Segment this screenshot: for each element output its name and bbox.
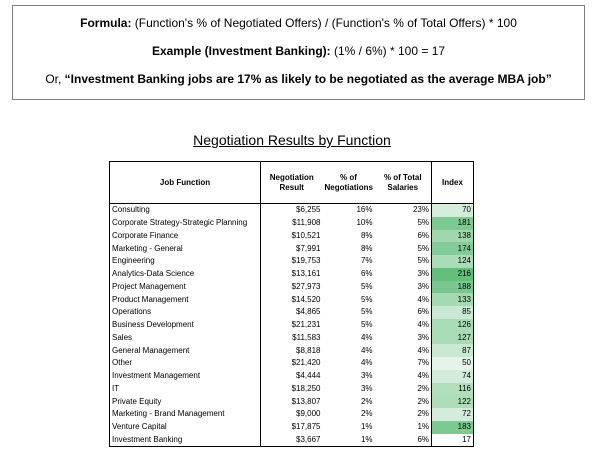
pct-salaries-cell: 6% <box>417 307 429 317</box>
pct-negotiations-cell: 3% <box>360 383 373 393</box>
function-cell: Product Management <box>110 293 261 306</box>
function-cell: Project Management <box>110 281 261 294</box>
pct-salaries-cell: 4% <box>417 345 429 355</box>
table-row <box>110 395 474 408</box>
table-row <box>110 421 474 434</box>
index-cell: 124 <box>432 255 474 268</box>
pct-negotiations-cell: 8% <box>360 243 373 253</box>
pct-negotiations-cell: 7% <box>360 256 373 266</box>
pct-negotiations-cell: 4% <box>360 345 373 355</box>
function-cell: Other <box>110 357 261 370</box>
formula-line <box>13 16 584 30</box>
index-cell: 74 <box>432 370 474 383</box>
example-label: Example (Investment Banking): <box>151 44 331 58</box>
pct-negotiations-cell: 5% <box>360 320 373 330</box>
table-row <box>110 408 474 421</box>
index-cell: 70 <box>432 204 474 217</box>
table-row <box>110 370 474 383</box>
index-cell: 127 <box>432 332 474 345</box>
pct-negotiations-cell: 5% <box>360 281 373 291</box>
pct-salaries-cell: 7% <box>417 358 429 368</box>
index-cell: 17 <box>432 434 474 447</box>
pct-negotiations-cell: 1% <box>360 434 373 444</box>
negotiation-result-cell: $14,520 <box>291 294 321 304</box>
pct-salaries-cell: 3% <box>417 269 429 279</box>
negotiation-result-cell: $6,255 <box>296 205 321 215</box>
index-cell: 174 <box>432 242 474 255</box>
interpretation-prefix: Or, <box>45 72 65 86</box>
table-row <box>110 268 474 281</box>
pct-negotiations-cell: 8% <box>360 230 373 240</box>
pct-negotiations-cell: 4% <box>360 332 373 342</box>
index-cell: 72 <box>432 408 474 421</box>
pct-negotiations-cell: 16% <box>356 205 373 215</box>
pct-negotiations-cell: 1% <box>360 422 373 432</box>
table-row <box>110 319 474 332</box>
pct-negotiations-cell: 6% <box>360 269 373 279</box>
function-cell: Marketing - Brand Management <box>110 408 261 421</box>
negotiation-result-cell: $7,991 <box>296 243 321 253</box>
negotiation-result-cell: $4,444 <box>296 371 321 381</box>
function-cell: Marketing - General <box>110 242 261 255</box>
negotiation-result-cell: $21,420 <box>291 358 321 368</box>
pct-salaries-cell: 5% <box>417 218 429 228</box>
index-cell: 116 <box>432 383 474 396</box>
function-cell: Investment Banking <box>110 434 261 447</box>
negotiation-result-cell: $4,865 <box>296 307 321 317</box>
pct-salaries-cell: 1% <box>417 422 429 432</box>
negotiation-result-cell: $11,908 <box>292 218 321 228</box>
pct-negotiations-cell: 5% <box>360 294 373 304</box>
pct-negotiations-cell: 10% <box>356 218 373 228</box>
function-cell: Venture Capital <box>110 421 261 434</box>
pct-salaries-cell: 6% <box>417 230 429 240</box>
pct-negotiations-cell: 2% <box>360 409 373 419</box>
index-cell: 183 <box>432 421 474 434</box>
function-cell: Business Development <box>110 319 261 332</box>
negotiation-result-cell: $10,521 <box>291 230 321 240</box>
negotiation-result-cell: $27,973 <box>291 281 321 291</box>
formula-label: Formula: <box>80 16 132 30</box>
formula-text: (Function's % of Negotiated Offers) / (Function's % of Total Offers) * 100 <box>131 16 517 30</box>
pct-salaries-cell: 4% <box>417 320 429 330</box>
negotiation-result-cell: $21,231 <box>291 320 321 330</box>
function-cell: Analytics-Data Science <box>110 268 261 281</box>
pct-salaries-cell: 5% <box>417 243 429 253</box>
negotiation-result-cell: $18,250 <box>291 383 321 393</box>
pct-salaries-cell: 4% <box>417 371 429 381</box>
example-text: (1% / 6%) * 100 = 17 <box>330 44 446 58</box>
index-cell: 85 <box>432 306 474 319</box>
pct-salaries-cell: 3% <box>417 281 429 291</box>
pct-negotiations-cell: 3% <box>360 371 373 381</box>
pct-salaries-cell: 5% <box>417 256 429 266</box>
index-cell: 133 <box>432 293 474 306</box>
table-row <box>110 255 474 268</box>
table-row <box>110 230 474 243</box>
function-cell: Investment Management <box>110 370 261 383</box>
table-row <box>110 383 474 396</box>
function-cell: IT <box>110 383 261 396</box>
pct-salaries-cell: 23% <box>412 205 429 215</box>
table-row <box>110 242 474 255</box>
table-row <box>110 344 474 357</box>
interpretation-quote: “Investment Banking jobs are 17% as likely to be negotiated as the average MBA job” <box>64 72 552 86</box>
header-pct-salaries: % of Total Salaries <box>375 162 432 204</box>
table-row <box>110 306 474 319</box>
index-cell: 50 <box>432 357 474 370</box>
header-negotiation-result: Negotiation Result <box>261 162 323 204</box>
pct-negotiations-cell: 4% <box>360 358 373 368</box>
function-cell: General Management <box>110 344 261 357</box>
function-cell: Private Equity <box>110 395 261 408</box>
pct-salaries-cell: 3% <box>417 332 429 342</box>
pct-negotiations-cell: 2% <box>360 396 373 406</box>
negotiation-result-cell: $8,818 <box>296 345 321 355</box>
index-cell: 181 <box>432 217 474 230</box>
table-row <box>110 357 474 370</box>
function-cell: Operations <box>110 306 261 319</box>
table-body <box>110 204 474 447</box>
function-cell: Consulting <box>110 204 261 217</box>
function-cell: Engineering <box>110 255 261 268</box>
pct-salaries-cell: 2% <box>417 383 429 393</box>
pct-salaries-cell: 2% <box>417 396 429 406</box>
formula-box <box>12 5 585 100</box>
negotiation-table <box>109 161 474 447</box>
pct-salaries-cell: 6% <box>417 434 429 444</box>
header-pct-negotiations: % of Negotiations <box>323 162 375 204</box>
index-cell: 126 <box>432 319 474 332</box>
index-cell: 138 <box>432 230 474 243</box>
pct-negotiations-cell: 5% <box>360 307 373 317</box>
table-row <box>110 332 474 345</box>
index-cell: 122 <box>432 395 474 408</box>
negotiation-result-cell: $9,000 <box>296 409 321 419</box>
pct-salaries-cell: 4% <box>417 294 429 304</box>
function-cell: Corporate Strategy-Strategic Planning <box>110 217 261 230</box>
table-title: Negotiation Results by Function <box>193 132 391 148</box>
index-cell: 216 <box>432 268 474 281</box>
table-header-row <box>110 162 474 204</box>
table-row <box>110 293 474 306</box>
index-cell: 188 <box>432 281 474 294</box>
negotiation-result-cell: $13,807 <box>291 396 321 406</box>
negotiation-result-cell: $19,753 <box>291 256 321 266</box>
header-index: Index <box>432 162 474 204</box>
header-job-function: Job Function <box>110 162 261 204</box>
function-cell: Corporate Finance <box>110 230 261 243</box>
table-row <box>110 434 474 447</box>
negotiation-result-cell: $17,875 <box>291 422 321 432</box>
negotiation-result-cell: $11,583 <box>292 332 321 342</box>
table-row <box>110 204 474 217</box>
table-row <box>110 281 474 294</box>
function-cell: Sales <box>110 332 261 345</box>
index-cell: 87 <box>432 344 474 357</box>
interpretation-line <box>13 72 584 86</box>
negotiation-result-cell: $13,161 <box>291 269 321 279</box>
pct-salaries-cell: 2% <box>417 409 429 419</box>
negotiation-result-cell: $3,667 <box>296 434 321 444</box>
example-line <box>13 44 584 58</box>
table-row <box>110 217 474 230</box>
